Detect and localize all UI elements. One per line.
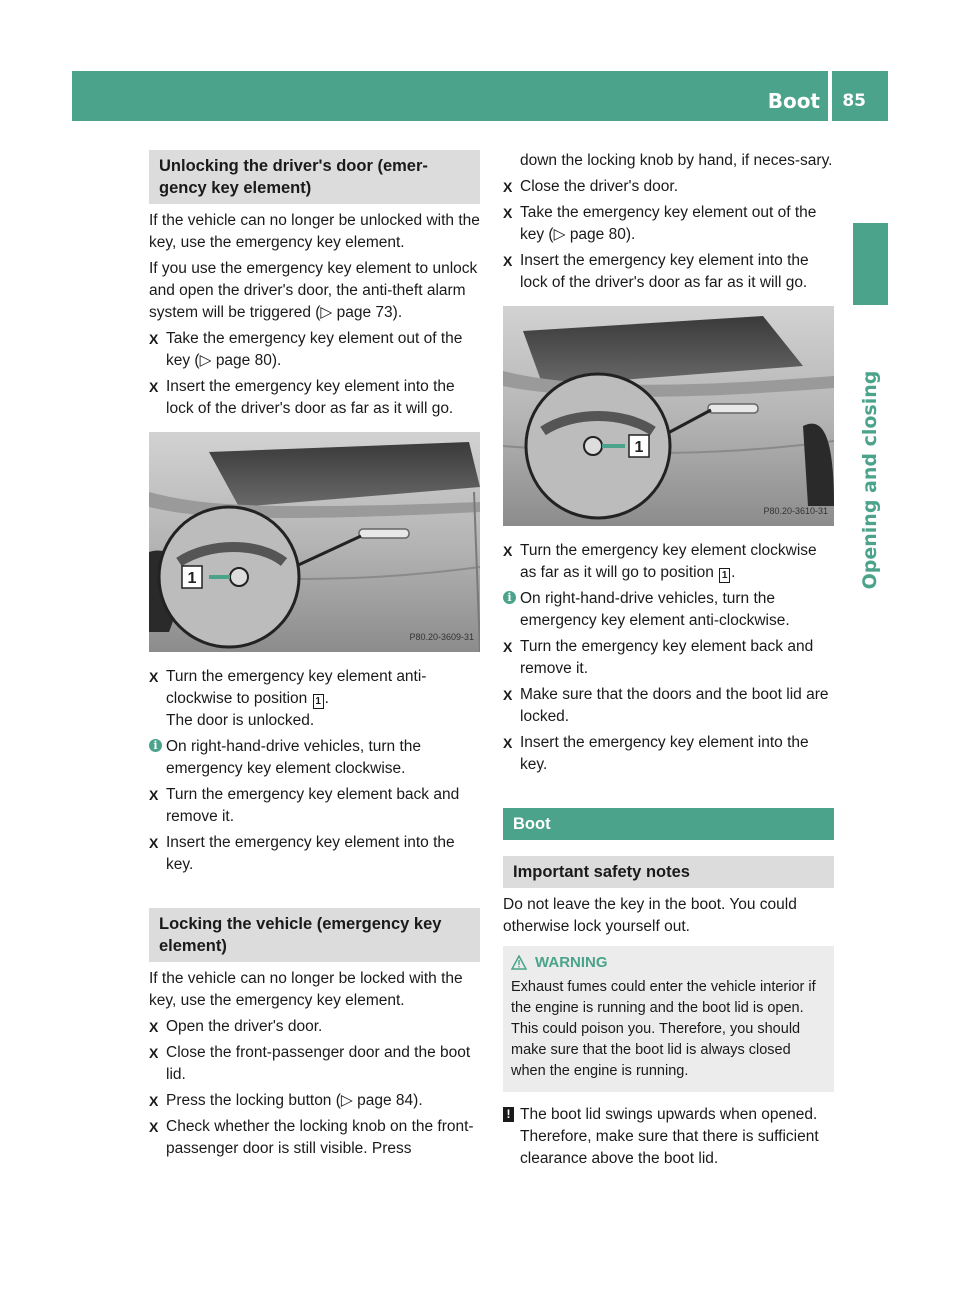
instruction-step [149, 1042, 480, 1086]
step-marker-icon: X [149, 331, 159, 347]
position-indicator: 1 [719, 568, 730, 583]
instruction-step [149, 1090, 480, 1112]
paragraph: If you use the emergency key element to unlock and open the driver's door, the anti-theft alarm system will be triggered (▷ page 73). [149, 260, 478, 321]
step-marker-icon: X [503, 639, 513, 655]
instruction-step [149, 784, 480, 828]
car-door-drawing [503, 306, 834, 526]
caution-note [503, 1104, 834, 1170]
step-text: Turn the emergency key element anti-clockwise to position [166, 668, 427, 707]
header-separator [828, 71, 832, 121]
section-heading-locking: Locking the vehicle (emergency key element) [149, 908, 480, 962]
instruction-step: X Turn the emergency key element clockwise as far as it will go to position 1 . [503, 542, 817, 581]
step-marker-icon: X [503, 179, 513, 195]
info-note [149, 736, 480, 780]
section-heading-unlocking: Unlocking the driver's door (emer-gency key element) [149, 150, 480, 204]
warning-triangle-icon [511, 955, 527, 977]
left-column [149, 150, 480, 1164]
door-lock-illustration [149, 432, 480, 652]
page-number: 85 [842, 91, 866, 111]
step-text: Take the emergency key element out of the key (▷ page 80). [166, 330, 463, 369]
door-lock-illustration [503, 306, 834, 526]
step-marker-icon: X [503, 735, 513, 751]
warning-text: Exhaust fumes could enter the vehicle interior if the engine is running and the boot lid is open. This could poison you. Therefore, you should make sure that the boot lid is always closed when the engine is running. [511, 979, 816, 1079]
step-text: Turn the emergency key element clockwise as far as it will go to position [520, 542, 817, 581]
warning-box [503, 946, 834, 1092]
step-marker-icon: X [149, 835, 159, 851]
caution-icon: ! [503, 1107, 514, 1122]
figure-code: P80.20-3609-31 [409, 632, 474, 642]
instruction-step [503, 202, 834, 246]
step-marker-icon: X [503, 253, 513, 269]
instruction-step [149, 328, 480, 372]
step-text: Insert the emergency key element into the key. [520, 734, 809, 773]
instruction-step [149, 1016, 480, 1038]
chapter-label: Opening and closing [859, 370, 881, 590]
figure-code: P80.20-3610-31 [763, 506, 828, 516]
info-note [503, 588, 834, 632]
paragraph: If the vehicle can no longer be unlocked with the key, use the emergency key element. [149, 212, 480, 251]
instruction-step [149, 1116, 480, 1160]
warning-title: WARNING [535, 954, 608, 971]
step-marker-icon: X [503, 205, 513, 221]
step-marker-icon: X [149, 669, 159, 685]
step-marker-icon: X [149, 379, 159, 395]
paragraph: Do not leave the key in the boot. You could otherwise lock yourself out. [503, 896, 797, 935]
chapter-tab [853, 223, 888, 305]
figure-callout: 1 [187, 570, 197, 587]
step-text: Turn the emergency key element back and remove it. [520, 638, 814, 677]
step-marker-icon: X [149, 787, 159, 803]
step-text: Open the driver's door. [166, 1018, 323, 1035]
note-text: On right-hand-drive vehicles, turn the emergency key element anti-clockwise. [520, 590, 790, 629]
step-marker-icon: X [149, 1019, 159, 1035]
instruction-step [149, 832, 480, 876]
step-marker-icon: X [503, 543, 513, 559]
instruction-step-continued [503, 150, 834, 172]
car-door-drawing [149, 432, 480, 652]
step-text: Press the locking button (▷ page 84). [166, 1092, 423, 1109]
step-text: Make sure that the doors and the boot lid are locked. [520, 686, 829, 725]
info-icon: i [503, 591, 516, 604]
header-title: Boot [767, 89, 820, 113]
instruction-step: X Turn the emergency key element anti-clockwise to position 1 . The door is unlocked. [149, 666, 480, 732]
section-heading-safety: Important safety notes [503, 856, 834, 888]
note-text: The boot lid swings upwards when opened. Therefore, make sure that there is sufficient clearance above the boot lid. [520, 1106, 819, 1167]
step-marker-icon: X [503, 687, 513, 703]
right-column [503, 150, 834, 1174]
step-text: Take the emergency key element out of the key (▷ page 80). [520, 204, 817, 243]
note-text: On right-hand-drive vehicles, turn the emergency key element clockwise. [166, 738, 422, 777]
paragraph: If the vehicle can no longer be locked with the key, use the emergency key element. [149, 970, 463, 1009]
step-marker-icon: X [149, 1045, 159, 1061]
step-text: Turn the emergency key element back and remove it. [166, 786, 460, 825]
step-text: Insert the emergency key element into the lock of the driver's door as far as it will go. [166, 378, 455, 417]
instruction-step [503, 732, 834, 776]
step-text: Check whether the locking knob on the front-passenger door is still visible. Press [166, 1118, 474, 1157]
instruction-step [503, 684, 834, 728]
instruction-step [503, 176, 834, 198]
step-text: Insert the emergency key element into the key. [166, 834, 455, 873]
step-text: Insert the emergency key element into the lock of the driver's door as far as it will go. [520, 252, 809, 291]
instruction-step [503, 636, 834, 680]
instruction-step [503, 250, 834, 294]
step-text: Close the front-passenger door and the boot lid. [166, 1044, 471, 1083]
step-text: down the locking knob by hand, if neces-sary. [520, 152, 833, 169]
step-marker-icon: X [149, 1093, 159, 1109]
instruction-step [149, 376, 480, 420]
position-indicator: 1 [313, 694, 324, 709]
info-icon: i [149, 739, 162, 752]
page-header [72, 71, 888, 121]
step-text: Close the driver's door. [520, 178, 679, 195]
step-marker-icon: X [149, 1119, 159, 1135]
section-heading-boot: Boot [503, 808, 834, 840]
step-result: The door is unlocked. [166, 712, 315, 729]
figure-callout: 1 [634, 439, 644, 456]
